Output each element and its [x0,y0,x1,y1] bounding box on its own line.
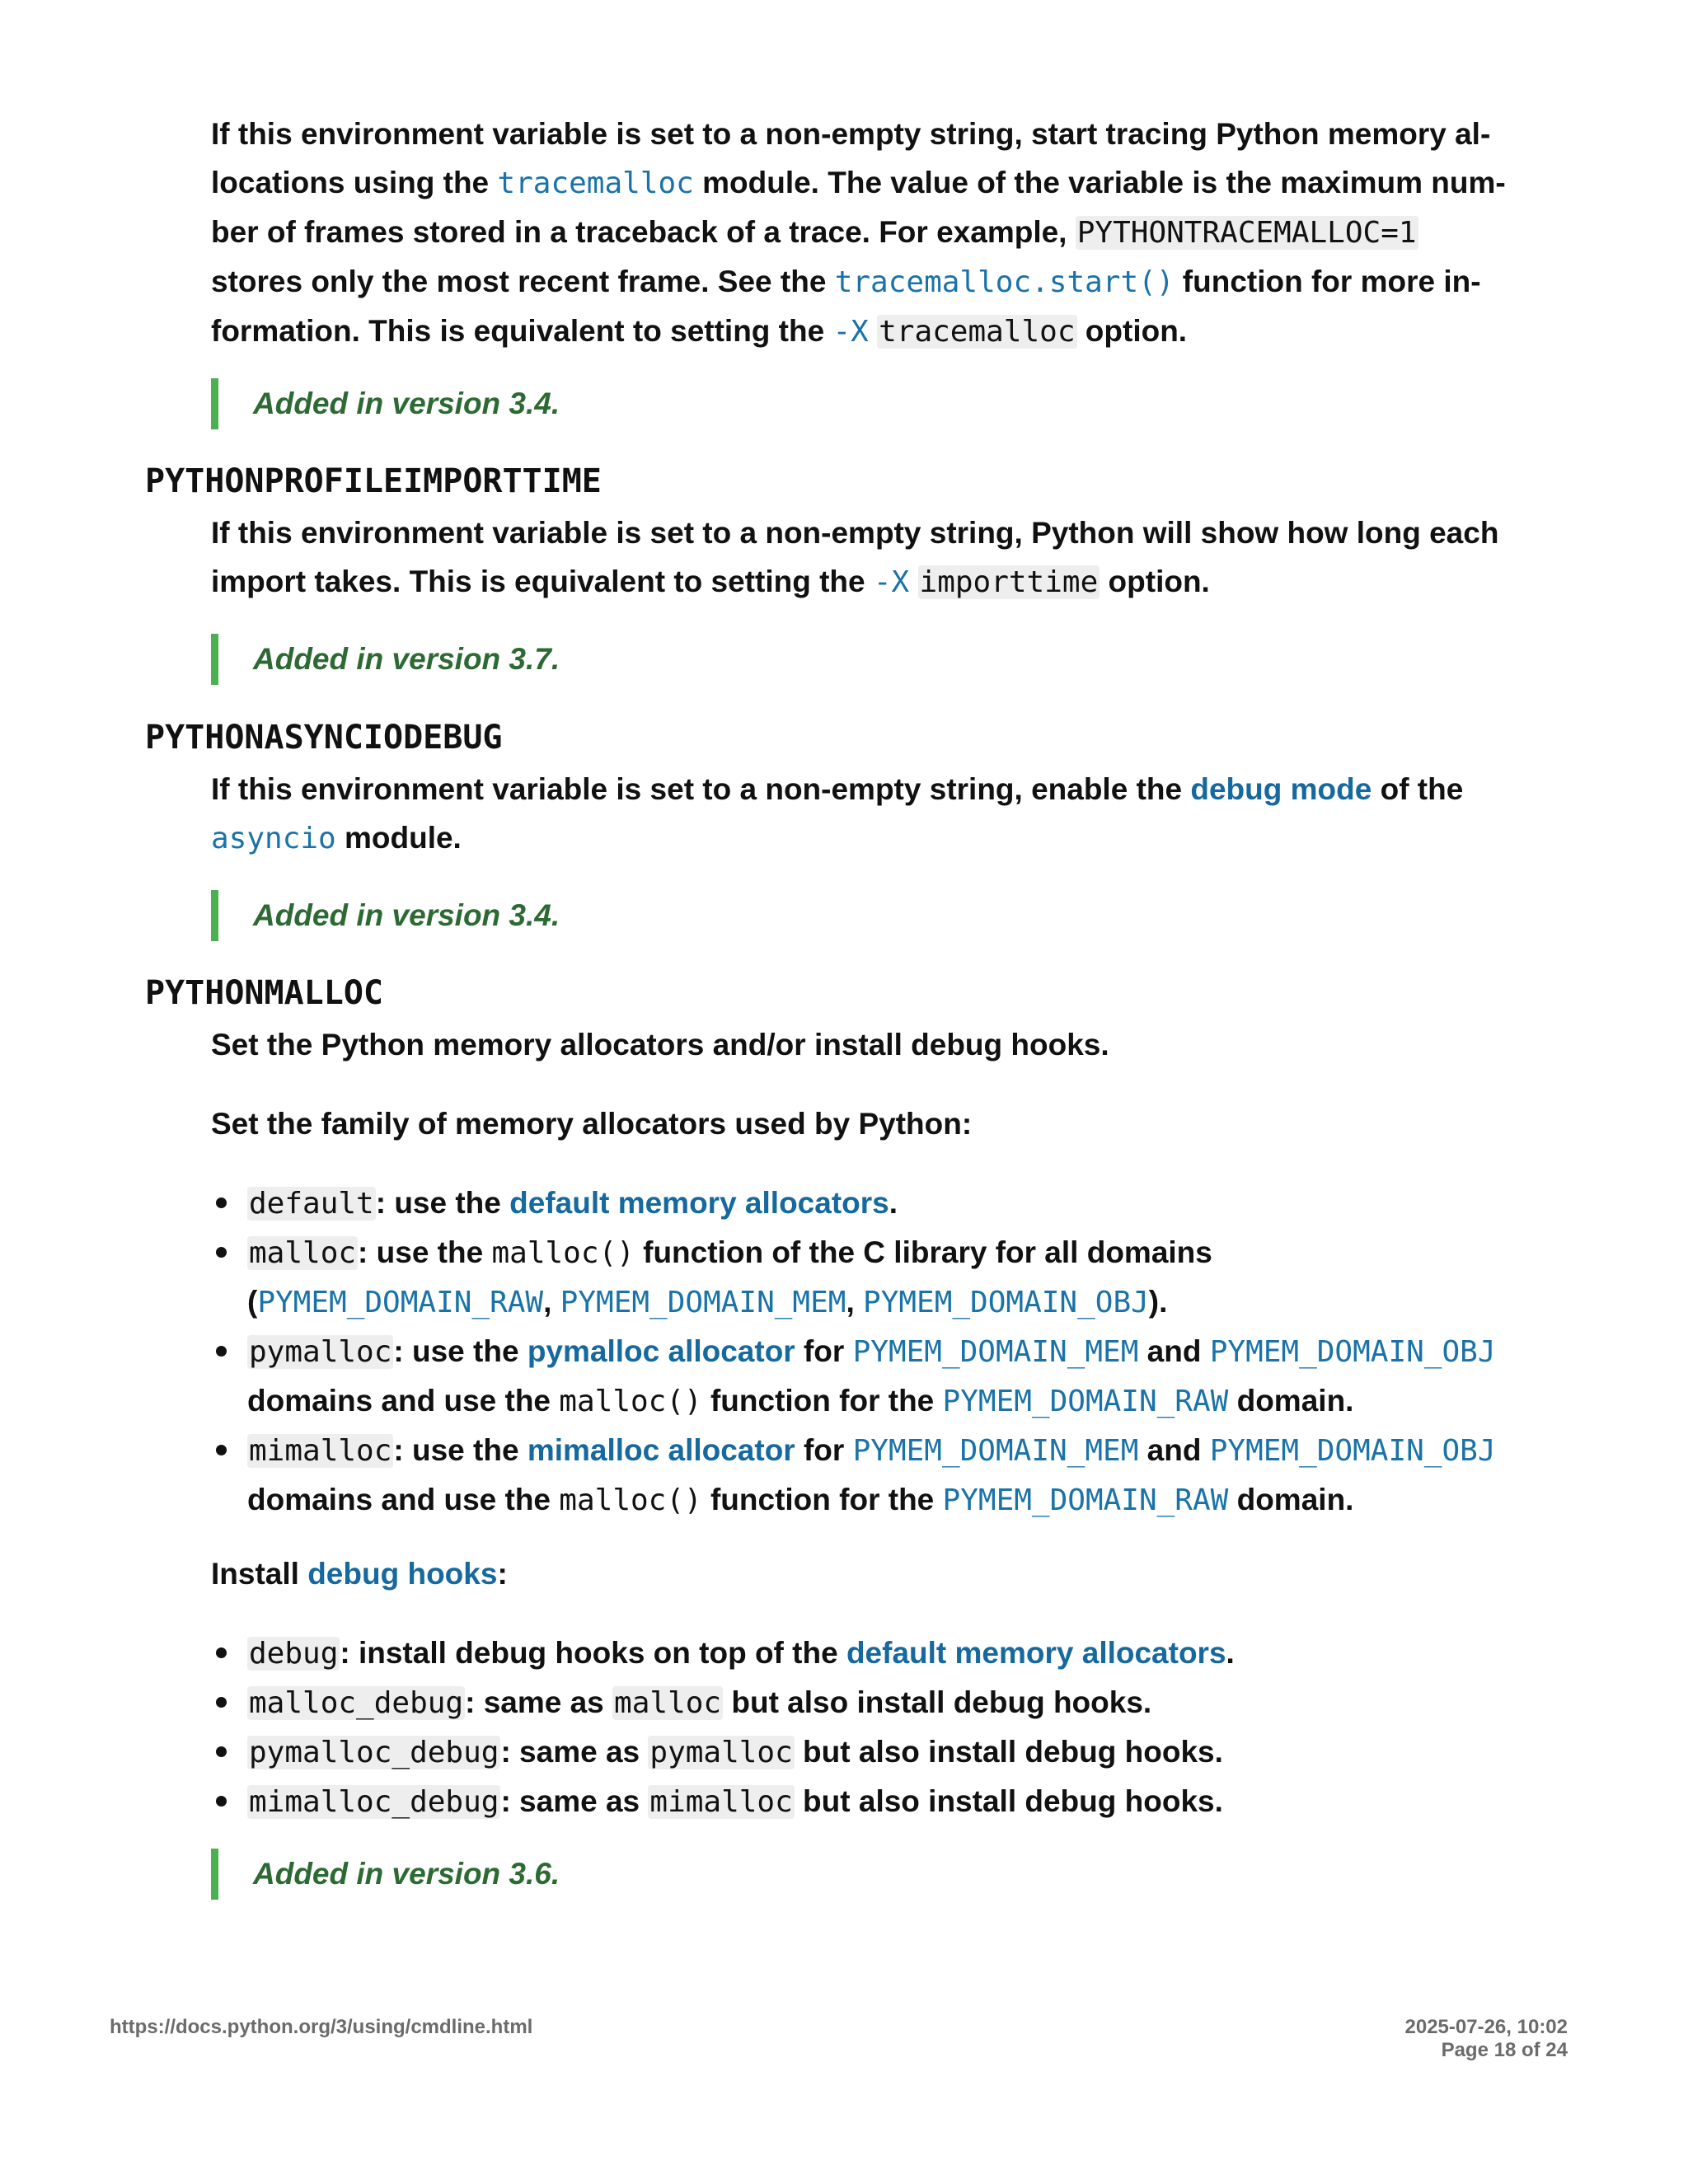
code-importtime: importtime [919,565,1099,599]
pymalloc-allocator-link[interactable]: pymalloc allocator [527,1334,795,1368]
list-item: mimalloc_debug: same as mimalloc but also install debug hooks. [247,1777,1582,1826]
footer-url: https://docs.python.org/3/using/cmdline.html [110,2016,533,2038]
footer-datetime: 2025-07-26, 10:02 [1404,2016,1568,2038]
list-item: debug: install debug hooks on top of the default memory allocators. [247,1629,1582,1678]
env-var-heading-pythonmalloc: PYTHONMALLOC [145,974,383,1012]
pymem-domain-raw-link[interactable]: PYMEM_DOMAIN_RAW [942,1483,1229,1517]
pymem-domain-mem-link[interactable]: PYMEM_DOMAIN_MEM [852,1335,1139,1369]
pymem-domain-obj-link[interactable]: PYMEM_DOMAIN_OBJ [863,1286,1149,1319]
tracemalloc-start-link[interactable]: tracemalloc.start() [834,265,1175,299]
env-var-heading-profileimporttime: PYTHONPROFILEIMPORTTIME [145,462,602,500]
mimalloc-allocator-link[interactable]: mimalloc allocator [527,1433,795,1467]
env-var-heading-asynciodebug: PYTHONASYNCIODEBUG [145,719,503,757]
list-item: pymalloc: use the pymalloc allocator for PYMEM_DOMAIN_MEM and PYMEM_DOMAIN_OBJ domains and use the malloc() function for the PYMEM_DOMAIN_RAW domain. [247,1327,1582,1426]
tracemalloc-module-link[interactable]: tracemalloc [497,166,694,200]
asyncio-module-link[interactable]: asyncio [211,822,336,855]
debug-hooks-link[interactable]: debug hooks [307,1557,498,1591]
x-option-link[interactable]: -X [832,315,869,349]
pymem-domain-raw-link[interactable]: PYMEM_DOMAIN_RAW [942,1385,1229,1418]
importtime-description: If this environment variable is set to a non-empty string, Python will show how long each import takes. This is equivalent to setting the -X importtime option. [211,516,1499,599]
list-item: default: use the default memory allocators. [247,1179,1582,1228]
default-memory-allocators-link[interactable]: default memory allocators [509,1186,889,1220]
pymem-domain-mem-link[interactable]: PYMEM_DOMAIN_MEM [560,1286,846,1319]
code-pythontracemalloc: PYTHONTRACEMALLOC=1 [1076,216,1417,250]
pymem-domain-obj-link[interactable]: PYMEM_DOMAIN_OBJ [1209,1434,1496,1468]
list-item: mimalloc: use the mimalloc allocator for PYMEM_DOMAIN_MEM and PYMEM_DOMAIN_OBJ domains and use the malloc() function for the PYMEM_DOMAIN_RAW domain. [247,1426,1582,1525]
allocator-family-list [211,1179,1582,1525]
install-debug-hooks-intro: Install debug hooks: [211,1557,508,1591]
malloc-family-intro: Set the family of memory allocators used by Python: [211,1107,973,1141]
footer-meta [1405,2016,1568,2062]
asyncio-description: If this environment variable is set to a non-empty string, enable the debug mode of the asyncio module. [211,772,1464,855]
malloc-intro: Set the Python memory allocators and/or install debug hooks. [211,1028,1109,1062]
version-added-note: Added in version 3.4. [211,890,953,941]
debug-hooks-list [211,1629,1582,1826]
list-item: pymalloc_debug: same as pymalloc but also install debug hooks. [247,1727,1582,1777]
list-item: malloc: use the malloc() function of the C library for all domains (PYMEM_DOMAIN_RAW, PYMEM_DOMAIN_MEM, PYMEM_DOMAIN_OBJ). [247,1228,1582,1327]
tracemalloc-description: If this environment variable is set to a non-empty string, start tracing Python memory al- locations using the tracemalloc module. The value of the variable is the maximum num- ber of frames stored in a traceback of a trace. For example, PYTHONTRACEMALLOC=1 stores only the most recent frame. See the tracemalloc.start() function for more in- formation. This is equivalent to setting the -X tracemalloc option. [211,117,1506,349]
list-item: malloc_debug: same as malloc but also install debug hooks. [247,1678,1582,1727]
pymem-domain-mem-link[interactable]: PYMEM_DOMAIN_MEM [852,1434,1139,1468]
footer-page-number: Page 18 of 24 [1441,2039,1568,2061]
version-added-note: Added in version 3.4. [211,378,953,429]
code-tracemalloc: tracemalloc [879,315,1076,349]
version-added-note: Added in version 3.7. [211,634,953,685]
default-memory-allocators-link[interactable]: default memory allocators [846,1636,1226,1670]
x-option-link[interactable]: -X [873,565,910,599]
debug-mode-link[interactable]: debug mode [1190,772,1372,806]
version-added-note: Added in version 3.6. [211,1849,953,1900]
pymem-domain-obj-link[interactable]: PYMEM_DOMAIN_OBJ [1209,1335,1496,1369]
pymem-domain-raw-link[interactable]: PYMEM_DOMAIN_RAW [257,1286,544,1319]
